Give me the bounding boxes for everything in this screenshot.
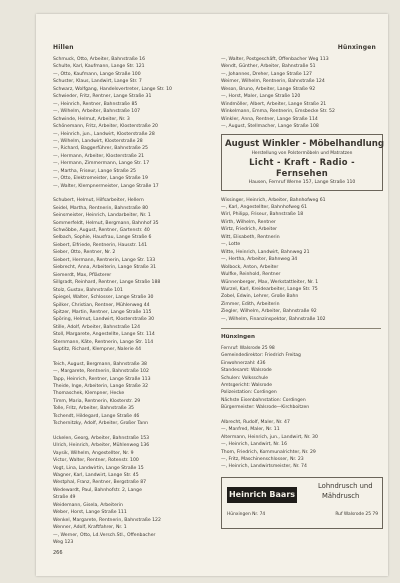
- directory-entry: —, Hermann, Arbeiter, Klosterstraße 21: [53, 153, 145, 159]
- directory-entry: —, Heinrich, jun., Landwirt, Klosterstraße 28: [53, 131, 155, 137]
- right-top-entries: [221, 56, 383, 131]
- directory-entry: Seidel, Martha, Rentnerin, Bahnstraße 80: [53, 205, 149, 211]
- baars-ad-service-1: Lohndrusch und: [318, 481, 373, 490]
- directory-entry: Wedewardt, Paul, Bahnhofstr. 2, Lange: [53, 487, 142, 493]
- directory-entry: —, Lotte: [221, 242, 241, 248]
- winkler-ad-subtitle: Herstellung von Polstermöbeln und Matratzen: [251, 150, 353, 156]
- right-column: [221, 56, 383, 529]
- directory-entry: —, Wilhelm, Finanzinspektor, Bahnstraße 102: [221, 316, 326, 322]
- directory-entry: Gemeindedirektor: Friedrich Freitag: [221, 353, 301, 359]
- directory-page: [36, 14, 388, 576]
- directory-entry: Victor, Walter, Rentner, Rotenstr. 100: [53, 458, 139, 464]
- directory-entry: Bürgermeister: Walsrode—Kirchboitzen: [221, 405, 310, 411]
- directory-entry: Wulfke, Reinhold, Rentner: [221, 272, 281, 278]
- directory-entry: Weber, Horst, Lange Straße 111: [53, 510, 127, 516]
- directory-entry: —, August, Stellmacher, Lange Straße 108: [221, 124, 319, 130]
- directory-entry: —, Hertha, Arbeiter, Bahnweg 34: [221, 257, 298, 263]
- directory-entry: —, Wilhelm, Landwirt, Klosterstraße 28: [53, 138, 143, 144]
- directory-entry: Wolbock, Anton, Arbeiter: [221, 264, 279, 270]
- directory-entry: —, Heinrich, Rentner, Bahnstraße 85: [53, 101, 138, 107]
- directory-entry: Sieber, Otto, Rentner, Nr. 2: [53, 250, 116, 256]
- directory-entry: —, Manfred, Maler, Nr. 11: [221, 427, 280, 433]
- directory-entry: Siebert, Hermann, Rentnerin, Lange Str. 133: [53, 257, 156, 263]
- directory-entry: Seinsmeister, Heinrich, Landarbeiter, Nr. 1: [53, 213, 151, 219]
- directory-entry: Tolle, Fritz, Arbeiter, Bahnstraße 35: [53, 406, 134, 412]
- directory-entry: Winkler, Anna, Rentner, Lange Straße 114: [221, 116, 318, 122]
- directory-entry: Thom, Friedrich, Kommunalrichter, Nr. 29: [221, 449, 316, 455]
- winkler-ad-products: Licht - Kraft - Radio - Fernsehen: [249, 156, 355, 178]
- directory-entry: Witt, Elisabeth, Rentnerin: [221, 234, 280, 240]
- directory-entry: Wenner, Adolf, Kraftfahrer, Nr. 1: [53, 525, 127, 531]
- directory-entry: Weson, Bruno, Arbeiter, Lange Straße 92: [221, 86, 316, 92]
- directory-entry: Westphal, Franz, Rentner, Bergstraße 87: [53, 480, 147, 486]
- header-left: Hillen: [53, 44, 74, 51]
- directory-entry: Timm, Maria, Rentnerin, Klosterstr. 29: [53, 398, 141, 404]
- directory-entry: Tschernitzky, Adolf, Arbeiter, Großer Tann: [53, 421, 149, 427]
- directory-entry: Wirth, Wilhelm, Rentner: [221, 219, 276, 225]
- directory-entry: Amtsgericht: Walsrode: [221, 382, 272, 388]
- baars-ad-name: Heinrich Baars: [227, 487, 297, 503]
- directory-entry: Weimer, Wilhelm, Rentnerin, Bahnstraße 124: [221, 79, 325, 85]
- hunxingen-residents: [221, 419, 383, 471]
- directory-entry: Weidemann, Gisela, Arbeiterin: [53, 502, 123, 508]
- directory-entry: Vogt, Lina, Landwirtin, Lange Straße 15: [53, 465, 144, 471]
- directory-entry: Fernruf: Walsrode 25 98: [221, 345, 275, 351]
- directory-entry: Ziegler, Wilhelm, Arbeiter, Bahnstraße 92: [221, 309, 317, 315]
- directory-entry: Schwarz, Wolfgang, Handelsvertreter, Lange Str. 10: [53, 86, 172, 92]
- directory-entry: Spitzer, Martin, Rentner, Lange Straße 115: [53, 309, 152, 315]
- directory-entry: Wendt, Günther, Arbeiter, Bahnstraße 51: [221, 64, 316, 70]
- directory-entry: Stille, Adolf, Arbeiter, Bahnstraße 124: [53, 324, 141, 330]
- section-divider: [221, 328, 381, 329]
- directory-entry: —, Werner, Otto, Ld.Versch.Stl., Offenbacher: [53, 532, 156, 538]
- directory-entry: Tschendt, Hildegard, Lange Straße 46: [53, 413, 140, 419]
- directory-entry: —, Fritz, Maschinenschlosser, Nr. 23: [221, 457, 304, 463]
- directory-entry: Wünnenberger, Max, Werkstattleiter, Nr. 1: [221, 279, 319, 285]
- directory-entry: —, Heinrich, Landwirtsmeister, Nr. 74: [221, 464, 307, 470]
- directory-entry: Schubert, Helmut, Hilfsarbeiter, Hellern: [53, 198, 144, 204]
- directory-entry: —, Johannes, Dreher, Lange Straße 127: [221, 71, 312, 77]
- directory-entry: Vaysik, Wilhelm, Angestellter, Nr. 9: [53, 450, 134, 456]
- directory-entry: —, Walter, Postgeschäft, Offenbacher Weg 113: [221, 57, 329, 62]
- directory-entry: Wirl, Philipp, Friseur, Bahnstraße 18: [221, 212, 304, 218]
- directory-entry: Nächste Eisenbahnstation: Cordingen: [221, 397, 306, 403]
- winkler-ad-title: August Winkler - Möbelhandlung: [225, 138, 384, 149]
- directory-entry: —, Heinrich, Landwirt, Nr. 16: [221, 442, 288, 448]
- winkler-advertisement: [221, 134, 383, 191]
- spacer: [53, 190, 216, 197]
- directory-entry: Polizeistation: Cordingen: [221, 390, 277, 396]
- directory-entry: Schönemann, Fritz, Arbeiter, Klosterstraße 20: [53, 124, 158, 130]
- directory-entry: Suptitz, Richard, Klempner, Nalerie 44: [53, 347, 142, 353]
- right-mid-entries: [221, 197, 383, 324]
- directory-entry: Windmöller, Albert, Arbeiter, Lange Straße 21: [221, 101, 327, 107]
- baars-ad-service-2: Mähdrusch: [322, 491, 360, 500]
- directory-entry: Zimmer, Edith, Arbeiterin: [221, 301, 280, 307]
- directory-entry: —, Horst, Maler, Lange Straße 120: [221, 94, 301, 100]
- directory-entry: Schmuck, Otto, Arbeiter, Bahnstraße 16: [53, 57, 145, 62]
- directory-entry: Sillgradt, Reinhard, Rentner, Lange Straße 188: [53, 280, 161, 286]
- directory-entry: Standesamt: Walsrode: [221, 368, 272, 374]
- section-title-hunxingen: Hünxingen: [221, 334, 255, 341]
- municipality-info: [221, 345, 383, 412]
- directory-entry: Winkelmann, Emma, Rentnerin, Emsbecke Str. 52: [221, 109, 335, 115]
- baars-ad-address: Hünxingen Nr. 74: [227, 511, 266, 517]
- directory-entry: Wagner, Karl, Landwirt, Lange Str. 45: [53, 473, 139, 479]
- directory-entry: Zobel, Edwin, Lehrer, Große Bahn: [221, 294, 299, 300]
- spacer: [53, 428, 216, 435]
- directory-entry: Thomaschek, Klempner, Hecke: [53, 391, 125, 397]
- directory-entry: Schulen: Volksschule: [221, 375, 269, 381]
- directory-entry: Teich, August, Bergmann, Bahnstraße 38: [53, 361, 147, 367]
- directory-entry: Selbach, Sophie, Hausfrau, Lange Straße 6: [53, 235, 152, 241]
- directory-entry: Stoll, Margarete, Angestellte, Lange Str. 114: [53, 332, 155, 338]
- directory-entry: —, Wilhelm, Arbeiter, Bahnstraße 107: [53, 109, 141, 115]
- page-number: 266: [53, 550, 63, 556]
- directory-entry: Wissinger, Heinrich, Arbeiter, Bahnhofweg 61: [221, 197, 326, 203]
- directory-entry: —, Margarete, Rentnerin, Bahnstraße 102: [53, 369, 149, 375]
- spacer: [53, 354, 216, 361]
- directory-entry: —, Walter, Klempnermeister, Lange Straße 17: [53, 183, 159, 189]
- directory-entry: Weg 123: [53, 540, 74, 546]
- directory-entry: Siebrecht, Anna, Arbeiterin, Lange Straße 31: [53, 265, 157, 271]
- directory-entry: —, Karl, Angestellter, Bahnhofweg 61: [221, 204, 308, 210]
- directory-entry: —, Otto, Kaufmann, Lange Straße 100: [53, 71, 141, 77]
- directory-entry: Schulte, Karl, Kaufmann, Lange Str. 121: [53, 64, 145, 70]
- header-right: Hünxingen: [337, 44, 376, 51]
- directory-entry: Straße 49: [53, 495, 76, 501]
- directory-entry: Witte, Heinrich, Landwirt, Bahnweg 21: [221, 249, 310, 255]
- directory-entry: Theide, Inge, Arbeiterin, Lange Straße 32: [53, 384, 149, 390]
- directory-entry: Wirtz, Friedrich, Arbeiter: [221, 227, 278, 233]
- directory-entry: Siemerdt, Max, Pflästerer: [53, 272, 112, 278]
- directory-entry: Sommerfeldt, Helmut, Bergmann, Bahnhof 35: [53, 220, 159, 226]
- directory-entry: —, Otto, Elektromeister, Lange Straße 19: [53, 176, 148, 182]
- directory-entry: —, Martha, Friseur, Lange Straße 25: [53, 168, 136, 174]
- directory-entry: Sternmann, Käte, Rentnerin, Lange Str. 114: [53, 339, 154, 345]
- directory-entry: Spilker, Christian, Rentner, Mühlenweg 44: [53, 302, 150, 308]
- left-column: [53, 56, 216, 547]
- baars-ad-phone: Ruf Walsrode 25 79: [335, 511, 378, 517]
- directory-entry: Wurzel, Karl, Kreidearbeiter, Lange Str. 75: [221, 286, 318, 292]
- directory-entry: Tapp, Heinrich, Rentner, Lange Straße 113: [53, 376, 151, 382]
- directory-entry: Spiegel, Walter, Schlosser, Lange Straße 30: [53, 295, 154, 301]
- directory-entry: Schwieder, Fritz, Rentner, Lange Straße 31: [53, 94, 152, 100]
- directory-entry: Schwöbbe, August, Rentner, Gartenstr. 40: [53, 227, 150, 233]
- directory-entry: Schuster, Klaus, Landwirt, Lange Str. 7: [53, 79, 142, 85]
- directory-entry: Siebert, Elfriede, Rentnerin, Hausstr. 141: [53, 242, 148, 248]
- directory-entry: Einwohnerzahl: 436: [221, 360, 266, 366]
- directory-entry: Uckelen, Georg, Arbeiter, Bahnstraße 153: [53, 435, 150, 441]
- directory-entry: Schwinde, Helmut, Arbeiter, Nr. 3: [53, 116, 130, 122]
- directory-entry: Altermann, Heinrich, jun., Landwirt, Nr. 30: [221, 434, 318, 440]
- baars-advertisement: [221, 477, 383, 529]
- directory-entry: Stolz, Gustav, Bahnstraße 101: [53, 287, 123, 293]
- directory-entry: —, Richard, Baggerführer, Bahnstraße 25: [53, 146, 148, 152]
- directory-entry: —, Hermann, Zimmermann, Lange Str. 17: [53, 161, 150, 167]
- directory-entry: Spöring, Helmut, Landwirt, Klosterstraße 30: [53, 317, 154, 323]
- directory-entry: Albrecht, Rudolf, Maler, Nr. 47: [221, 419, 290, 425]
- winkler-ad-address: Hausen, Fernruf Werne 157, Lange Straße 110: [248, 179, 356, 185]
- directory-entry: Ulrich, Heinrich, Arbeiter, Mühlenweg 136: [53, 443, 150, 449]
- directory-entry: Wenkel, Margarete, Rentnerin, Bahnstraße 122: [53, 517, 161, 523]
